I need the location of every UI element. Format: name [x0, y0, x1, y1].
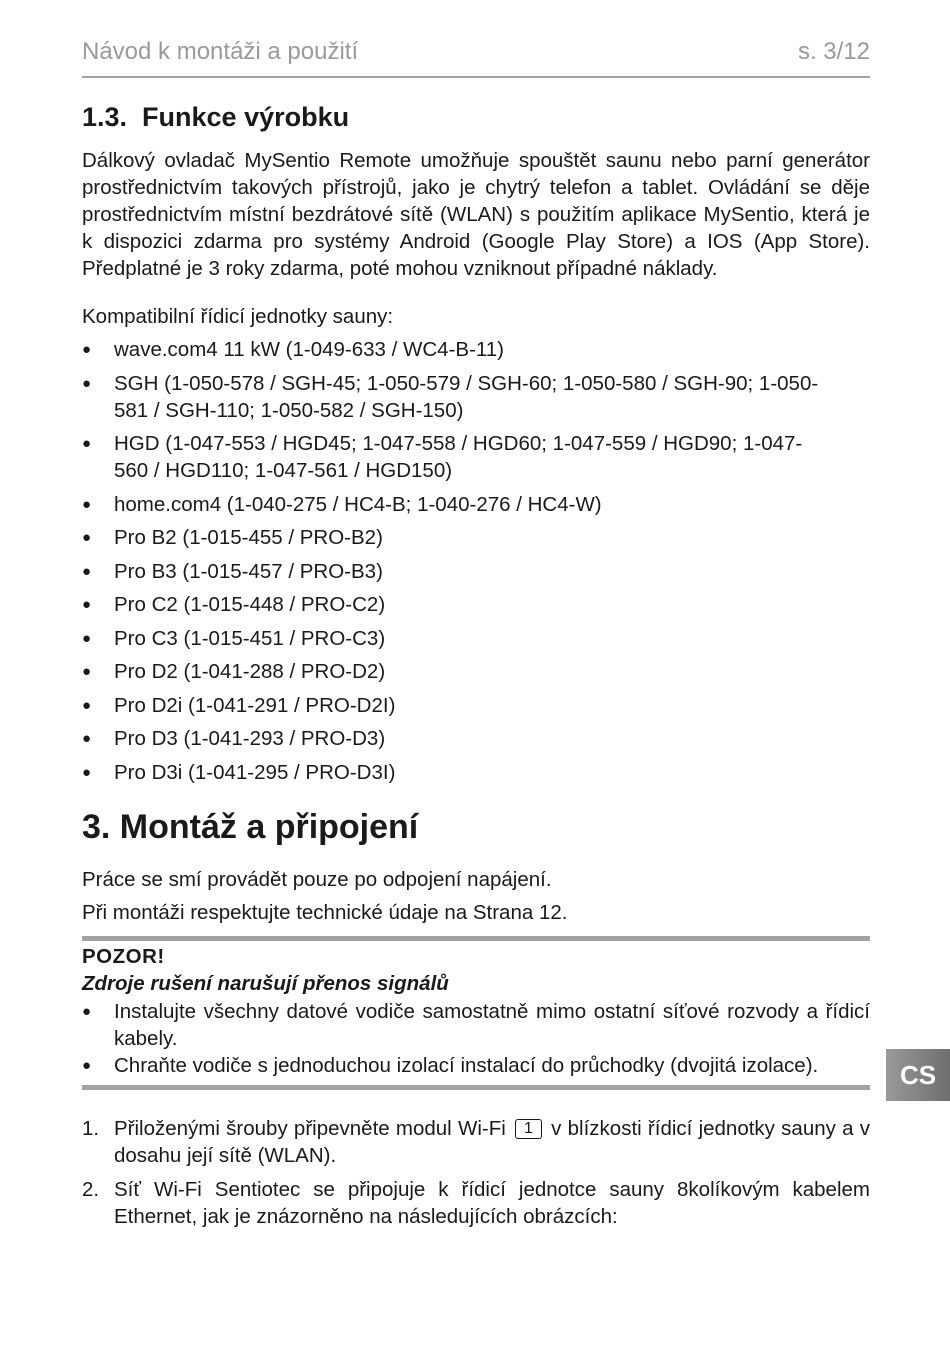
tech-data-note: Při montáži respektujte technické údaje na Strana 12.	[82, 901, 568, 924]
installation-steps	[82, 1115, 870, 1237]
list-item: ● Pro D3i (1-041-295 / PRO-D3I)	[82, 759, 870, 786]
list-item: ● Pro C2 (1-015-448 / PRO-C2)	[82, 591, 870, 618]
step-text: Síť Wi-Fi Sentiotec se připojuje k řídicí jednotce sauny 8kolíkovým kabelem Ethernet, jak je znázorněno na následujících obrázcích:	[114, 1178, 870, 1228]
list-item: ● Chraňte vodiče s jednoduchou izolací instalací do průchodky (dvojitá izolace).	[82, 1052, 870, 1079]
language-tab: CS	[886, 1049, 950, 1101]
compat-label: Kompatibilní řídicí jednotky sauny:	[82, 305, 394, 328]
list-item: ● home.com4 (1-040-275 / HC4-B; 1-040-276 / HC4-W)	[82, 491, 870, 518]
list-item: ● Pro B2 (1-015-455 / PRO-B2)	[82, 524, 870, 551]
list-item: ● HGD (1-047-553 / HGD45; 1-047-558 / HGD60; 1-047-559 / HGD90; 1-047-560 / HGD110; 1-047-561 / HGD150)	[82, 430, 870, 484]
list-item: ● Pro D3 (1-041-293 / PRO-D3)	[82, 725, 870, 752]
page-number: s. 3/12	[797, 38, 870, 65]
list-item: ● Pro C3 (1-015-451 / PRO-C3)	[82, 625, 870, 652]
section-heading-montaz: 3. Montáž a připojení	[82, 808, 419, 846]
warning-box	[82, 936, 870, 1090]
warning-subtitle: Zdroje rušení narušují přenos signálů	[82, 972, 449, 995]
step-number: 2.	[82, 1178, 100, 1201]
header-title: Návod k montáži a použití	[82, 38, 359, 65]
step-item	[82, 1115, 870, 1169]
step-item	[82, 1176, 870, 1230]
page-header	[82, 36, 870, 78]
step-text: v blízkosti řídicí jednotky sauny a v dosahu její sítě (WLAN).	[114, 1117, 870, 1167]
list-item: ● Instalujte všechny datové vodiče samostatně mimo ostatní síťové rozvody a řídicí kabely.	[82, 998, 870, 1052]
list-item: ● SGH (1-050-578 / SGH-45; 1-050-579 / SGH-60; 1-050-580 / SGH-90; 1-050-581 / SGH-110; 1-050-582 / SGH-150)	[82, 370, 870, 424]
warning-title: POZOR!	[82, 945, 165, 968]
warning-list	[82, 998, 870, 1079]
step-text: Přiloženými šrouby připevněte modul Wi-Fi	[114, 1117, 506, 1140]
list-item: ● wave.com4 11 kW (1-049-633 / WC4-B-11)	[82, 336, 870, 363]
figure-reference: 1	[515, 1119, 542, 1139]
step-number: 1.	[82, 1117, 100, 1140]
intro-paragraph: Dálkový ovladač MySentio Remote umožňuje spouštět saunu nebo parní generátor prostřednictvím takových přístrojů, jako je chytrý telefon a tablet. Ovládání se děje prostřednictvím místní bezdrátové sítě (WLAN) s použitím aplikace MySentio, která je k dispozici zdarma pro systémy Android (Google Play Store) a IOS (App Store). Předplatné je 3 roky zdarma, poté mohou vzniknout případné náklady.	[82, 149, 870, 280]
section-heading-funkce: 1.3. Funkce výrobku	[82, 102, 350, 132]
list-item: ● Pro D2i (1-041-291 / PRO-D2I)	[82, 692, 870, 719]
compatible-units-list	[82, 336, 870, 792]
power-note: Práce se smí provádět pouze po odpojení napájení.	[82, 868, 552, 891]
list-item: ● Pro B3 (1-015-457 / PRO-B3)	[82, 558, 870, 585]
list-item: ● Pro D2 (1-041-288 / PRO-D2)	[82, 658, 870, 685]
